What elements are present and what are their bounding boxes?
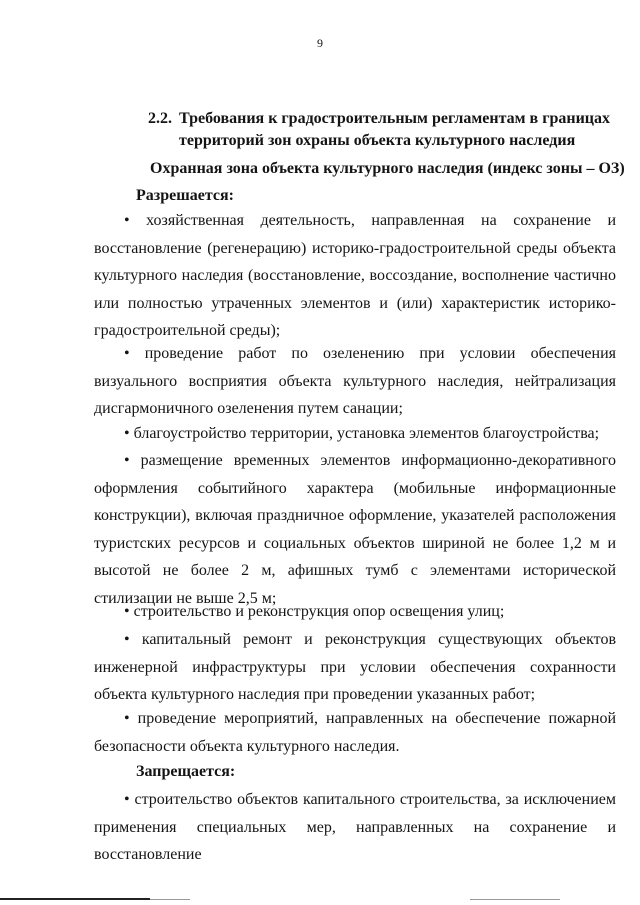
section-heading-number: 2.2.: [148, 110, 172, 127]
forbidden-label: Запрещается:: [136, 763, 236, 780]
allowed-item: • проведение работ по озеленению при условии обеспечения визуального восприятия объекта культурного наследия, нейтрализация дисгармоничного озеленения путем санации;: [94, 345, 616, 417]
zone-title: Охранная зона объекта культурного наследия (индекс зоны – ОЗ): [150, 160, 625, 177]
allowed-item: • благоустройство территории, установка элементов благоустройства;: [124, 425, 600, 442]
allowed-item: • проведение мероприятий, направленных на обеспечение пожарной безопасности объекта культурного наследия.: [94, 710, 616, 755]
allowed-label: Разрешается:: [136, 187, 234, 204]
section-heading-text: Требования к градостроительным регламентам в границах территорий зон охраны объекта культурного наследия: [179, 110, 611, 149]
allowed-item: • строительство и реконструкция опор освещения улиц;: [124, 603, 505, 620]
allowed-item: • размещение временных элементов информационно-декоративного оформления событийного характера (мобильные информационные конструкции), включая праздничное оформление, указателей расположения туристских ресурсов и социальных объектов шириной не более 1,2 м и высотой не более 2 м, афишных тумб с элементами исторической стилизации не выше 2,5 м;: [94, 452, 616, 607]
section-heading: [148, 108, 618, 152]
allowed-item: • капитальный ремонт и реконструкция существующих объектов инженерной инфраструктуры при условии обеспечения сохранности объекта культурного наследия при проведении указанных работ;: [94, 631, 616, 703]
scan-bottom-rule: [0, 895, 640, 905]
forbidden-item: • строительство объектов капитального строительства, за исключением применения специальных мер, направленных на сохранение и восстановление: [94, 791, 616, 863]
page-number: 9: [317, 36, 323, 50]
allowed-item: • хозяйственная деятельность, направленная на сохранение и восстановление (регенерацию) историко-градостроительной среды объекта культурного наследия (восстановление, воссоздание, восполнение частично или полностью утраченных элементов и (или) характеристик историко-градостроительной среды);: [94, 212, 616, 339]
